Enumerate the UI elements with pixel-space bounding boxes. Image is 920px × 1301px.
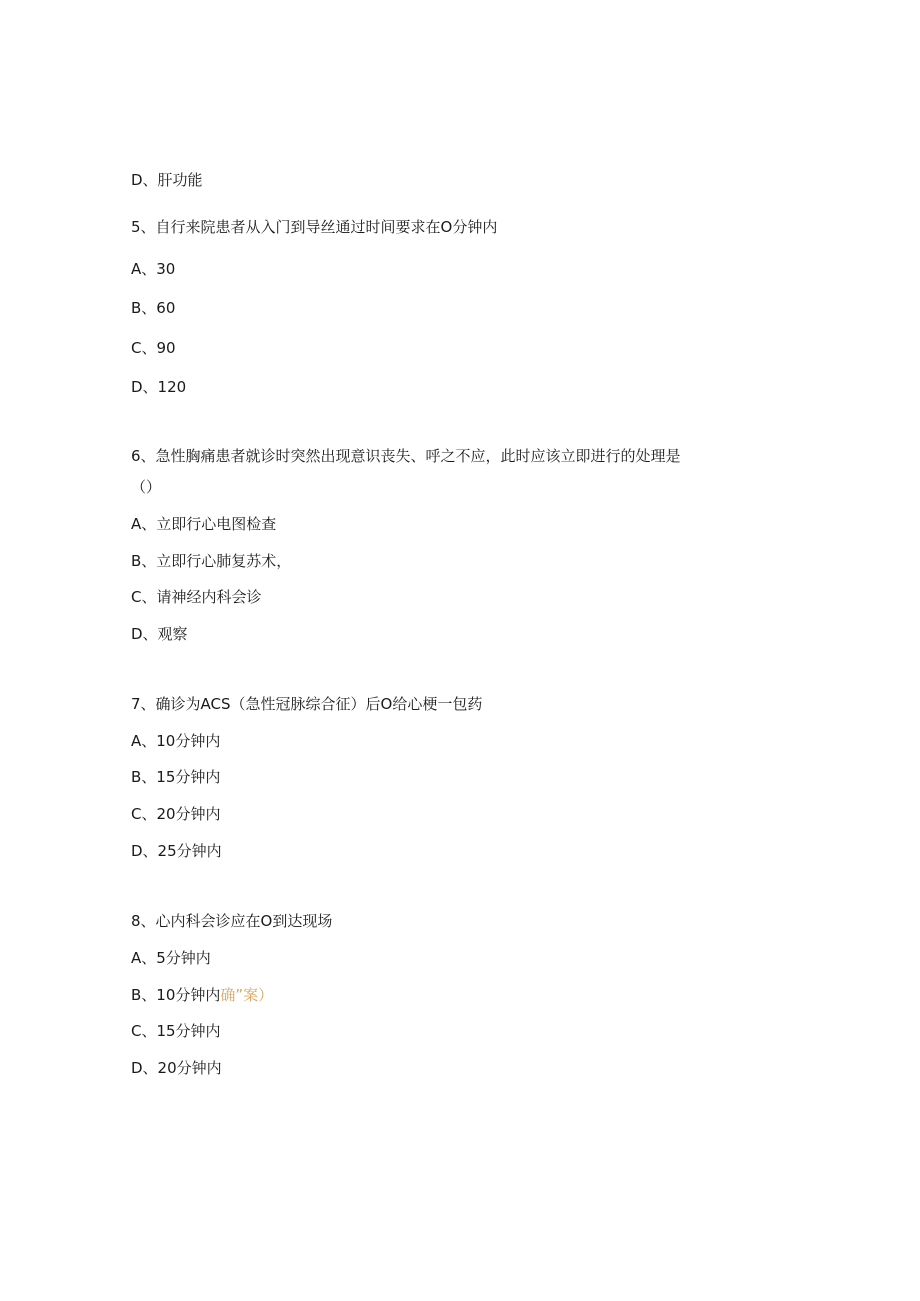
option-6b: B、立即行心肺复苏术，: [131, 552, 292, 570]
option-6d: D、观察: [131, 625, 188, 643]
question-6-stem: 6、急性胸痛患者就诊时突然出现意识丧失、呼之不应，此时应该立即进行的处理是: [131, 447, 681, 465]
option-6a: A、立即行心电图检查: [131, 515, 277, 533]
option-8b: [131, 985, 273, 1005]
option-4d: D、肝功能: [131, 171, 203, 189]
option-5d: D、120: [131, 378, 187, 396]
option-7a: A、10分钟内: [131, 732, 221, 750]
option-6c: C、请神经内科会诊: [131, 588, 262, 606]
option-8a: A、5分钟内: [131, 949, 211, 967]
option-5c: C、90: [131, 339, 176, 357]
option-7d: D、25分钟内: [131, 842, 222, 860]
question-8-stem: 8、心内科会诊应在O到达现场: [131, 912, 333, 930]
answer-note: 确”案）: [220, 986, 274, 1004]
option-5a: A、30: [131, 260, 176, 278]
question-6-stem-continuation: （）: [131, 478, 162, 496]
question-5-stem: 5、自行来院患者从入门到导丝通过时间要求在O分钟内: [131, 218, 498, 236]
option-8d: D、20分钟内: [131, 1059, 222, 1077]
option-8b-text: B、10分钟内: [131, 986, 221, 1004]
option-7b: B、15分钟内: [131, 768, 221, 786]
option-7c: C、20分钟内: [131, 805, 221, 823]
option-5b: B、60: [131, 299, 176, 317]
question-7-stem: 7、确诊为ACS（急性冠脉综合征）后O给心梗一包药: [131, 695, 483, 713]
option-8c: C、15分钟内: [131, 1022, 221, 1040]
